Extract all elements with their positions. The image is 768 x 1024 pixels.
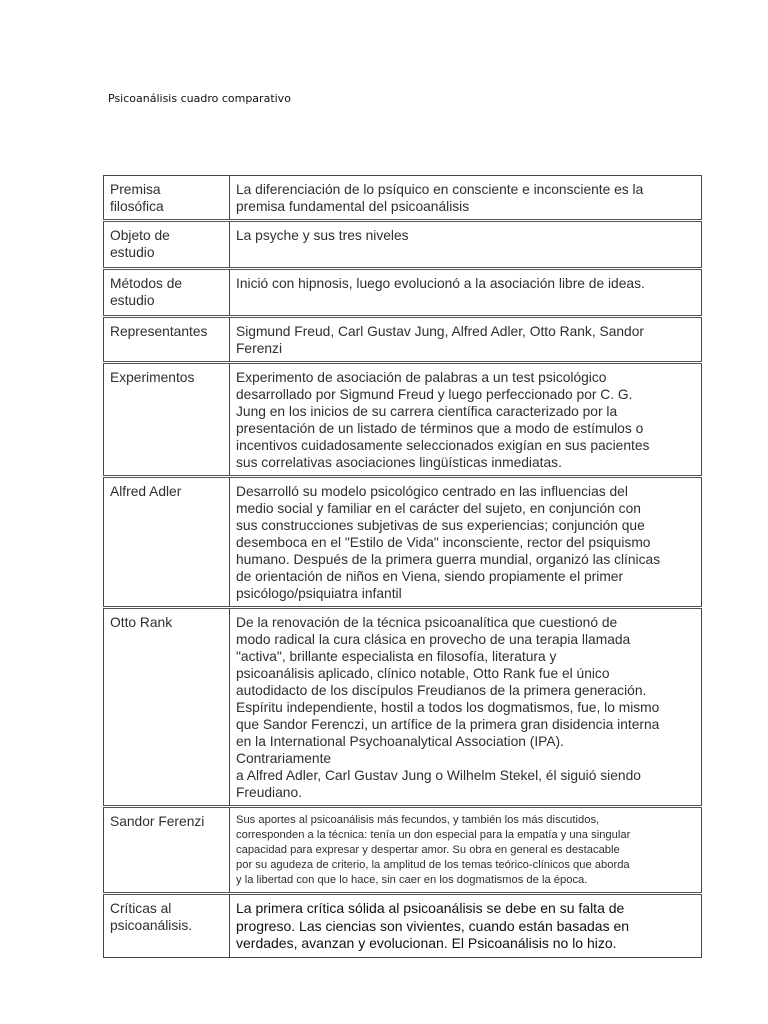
row-label: Sandor Ferenzi xyxy=(104,807,230,894)
row-content: La diferenciación de lo psíquico en consciente e inconsciente es la premisa fundamental del psicoanálisis xyxy=(230,176,702,221)
table-row xyxy=(104,317,702,363)
row-label: Representantes xyxy=(104,317,230,363)
row-content: De la renovación de la técnica psicoanalítica que cuestionó de modo radical la cura clásica en provecho de una terapia llamada "activa", brillante especialista en filosofía, literatura y psicoanálisis aplicado, clínico notable, Otto Rank fue el único autodidacto de los discípulos Freudianos de la primera generación. Espíritu independiente, hostil a todos los dogmatismos, fue, lo mismo que Sandor Ferenczi, un artífice de la primera gran disidencia interna en la International Psychoanalytical Association (IPA). Contrariamente a Alfred Adler, Carl Gustav Jung o Wilhelm Stekel, él siguió siendo Freudiano. xyxy=(230,608,702,807)
row-label: Métodos de estudio xyxy=(104,269,230,317)
table-row xyxy=(104,477,702,608)
table-row xyxy=(104,894,702,958)
row-content: Desarrolló su modelo psicológico centrado en las influencias del medio social y familiar en el carácter del sujeto, en conjunción con sus construcciones subjetivas de sus experiencias; conjunción que desemboca en el "Estilo de Vida" inconsciente, rector del psiquismo humano. Después de la primera guerra mundial, organizó las clínicas de orientación de niños en Viena, siendo propiamente el primer psicólogo/psiquiatra infantil xyxy=(230,477,702,608)
table-row xyxy=(104,608,702,807)
table-row xyxy=(104,363,702,477)
row-content: Sigmund Freud, Carl Gustav Jung, Alfred Adler, Otto Rank, Sandor Ferenzi xyxy=(230,317,702,363)
row-content: Inició con hipnosis, luego evolucionó a la asociación libre de ideas. xyxy=(230,269,702,317)
row-label: Experimentos xyxy=(104,363,230,477)
row-content: La primera crítica sólida al psicoanálisis se debe en su falta de progreso. Las ciencias son vivientes, cuando están basadas en verdades, avanzan y evolucionan. El Psicoanálisis no lo hizo. xyxy=(230,894,702,958)
table-row xyxy=(104,807,702,894)
row-label: Premisa filosófica xyxy=(104,176,230,221)
table-row xyxy=(104,221,702,269)
row-content: Sus aportes al psicoanálisis más fecundos, y también los más discutidos, corresponden a la técnica: tenía un don especial para la empatía y una singular capacidad para expresar y despertar amor. Su obra en general es destacable por su agudeza de criterio, la amplitud de los temas teórico-clínicos que aborda y la libertad con que lo hace, sin caer en los dogmatismos de la época. xyxy=(230,807,702,894)
row-content: Experimento de asociación de palabras a un test psicológico desarrollado por Sigmund Freud y luego perfeccionado por C. G. Jung en los inicios de su carrera científica caracterizado por la presentación de un listado de términos que a modo de estímulos o incentivos cuidadosamente seleccionados exigían en sus pacientes sus correlativas asociaciones lingüísticas inmediatas. xyxy=(230,363,702,477)
row-label: Objeto de estudio xyxy=(104,221,230,269)
table-row xyxy=(104,176,702,221)
document-title: Psicoanálisis cuadro comparativo xyxy=(108,92,291,105)
table-row xyxy=(104,269,702,317)
row-content: La psyche y sus tres niveles xyxy=(230,221,702,269)
row-label: Alfred Adler xyxy=(104,477,230,608)
row-label: Otto Rank xyxy=(104,608,230,807)
comparison-table xyxy=(103,175,702,958)
row-label: Críticas al psicoanálisis. xyxy=(104,894,230,958)
